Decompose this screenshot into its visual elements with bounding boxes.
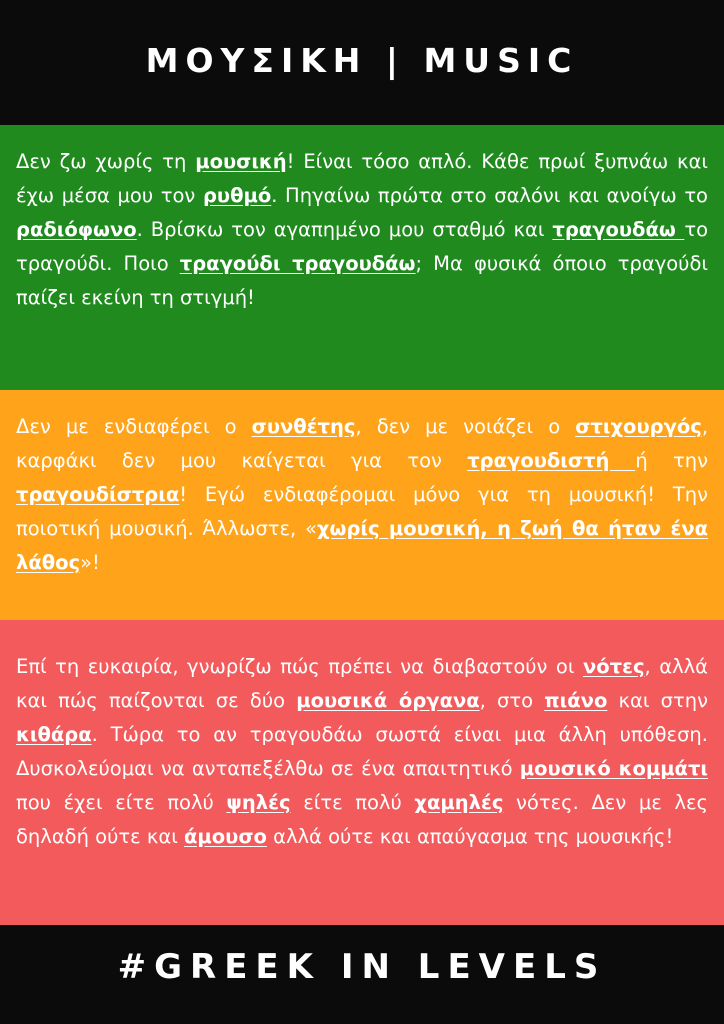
text-segment: , στο xyxy=(479,689,545,712)
text-segment: , δεν με νοιάζει ο xyxy=(355,415,576,438)
keyword: κιθάρα xyxy=(16,723,92,746)
paragraph-3 xyxy=(16,650,708,854)
red-panel xyxy=(0,620,724,925)
text-segment: . Πηγαίνω πρώτα στο σαλόνι και ανοίγω το xyxy=(271,184,708,207)
text-segment: το τραγούδι. Ποιο xyxy=(16,218,708,275)
keyword: πιάνο xyxy=(544,689,608,712)
text-segment: , αλλά και πώς παίζονται σε δύο xyxy=(16,655,709,712)
text-segment: και στην xyxy=(607,689,709,712)
keyword: ρυθμό xyxy=(202,184,272,207)
keyword: τραγουδάω xyxy=(552,218,685,241)
keyword: τραγουδίστρια xyxy=(16,483,180,506)
paragraph-2 xyxy=(16,410,708,580)
keyword: χωρίς μουσική, η ζωή θα ήταν ένα λάθος xyxy=(16,517,708,574)
text-segment: νότες. Δεν με λες δηλαδή ούτε και xyxy=(16,791,708,848)
page-title: ΜΟΥΣΙΚΗ | MUSIC xyxy=(145,41,579,80)
keyword: μουσική xyxy=(195,150,287,173)
text-segment: είτε πολύ xyxy=(290,791,415,814)
text-segment: Επί τη ευκαιρία, γνωρίζω πώς πρέπει να διαβαστούν οι xyxy=(16,655,583,678)
keyword: χαμηλές xyxy=(414,791,504,814)
keyword: άμουσο xyxy=(184,825,267,848)
keyword: ραδιόφωνο xyxy=(16,218,137,241)
footer-banner xyxy=(0,925,724,1024)
green-panel xyxy=(0,125,724,390)
keyword: τραγουδιστή xyxy=(467,449,636,472)
text-segment: . Τώρα το αν τραγουδάω σωστά είναι μια άλλη υπόθεση. Δυσκολεύομαι να ανταπεξέλθω σε ένα απαιτητικό xyxy=(16,723,708,780)
text-segment: Δεν με ενδιαφέρει ο xyxy=(16,415,252,438)
text-segment: . Βρίσκω τον αγαπημένο μου σταθμό και xyxy=(136,218,553,241)
keyword: μουσικά όργανα xyxy=(296,689,480,712)
paragraph-1 xyxy=(16,145,708,315)
keyword: συνθέτης xyxy=(251,415,356,438)
orange-panel xyxy=(0,390,724,620)
text-segment: αλλά ούτε και απαύγασμα της μουσικής! xyxy=(266,825,674,848)
hashtag-text: #GREEK IN LEVELS xyxy=(117,946,607,987)
keyword: τραγούδι τραγουδάω xyxy=(179,252,416,275)
header-banner xyxy=(0,0,724,125)
keyword: ψηλές xyxy=(226,791,291,814)
text-segment: ; Μα φυσικά όποιο τραγούδι παίζει εκείνη τη στιγμή! xyxy=(16,252,708,309)
text-segment: ή την xyxy=(635,449,708,472)
keyword: μουσικό κομμάτι xyxy=(519,757,708,780)
text-segment: »! xyxy=(80,551,100,574)
text-segment: που έχει είτε πολύ xyxy=(16,791,227,814)
text-segment: ! Είναι τόσο απλό. Κάθε πρωί ξυπνάω και έχω μέσα μου τον xyxy=(16,150,708,207)
keyword: στιχουργός xyxy=(575,415,702,438)
text-segment: , καρφάκι δεν μου καίγεται για τον xyxy=(16,415,709,472)
text-segment: ! Εγώ ενδιαφέρομαι μόνο για τη μουσική! Την ποιοτική μουσική. Άλλωστε, « xyxy=(16,483,708,540)
text-segment: Δεν ζω χωρίς τη xyxy=(16,150,196,173)
keyword: νότες xyxy=(582,655,645,678)
